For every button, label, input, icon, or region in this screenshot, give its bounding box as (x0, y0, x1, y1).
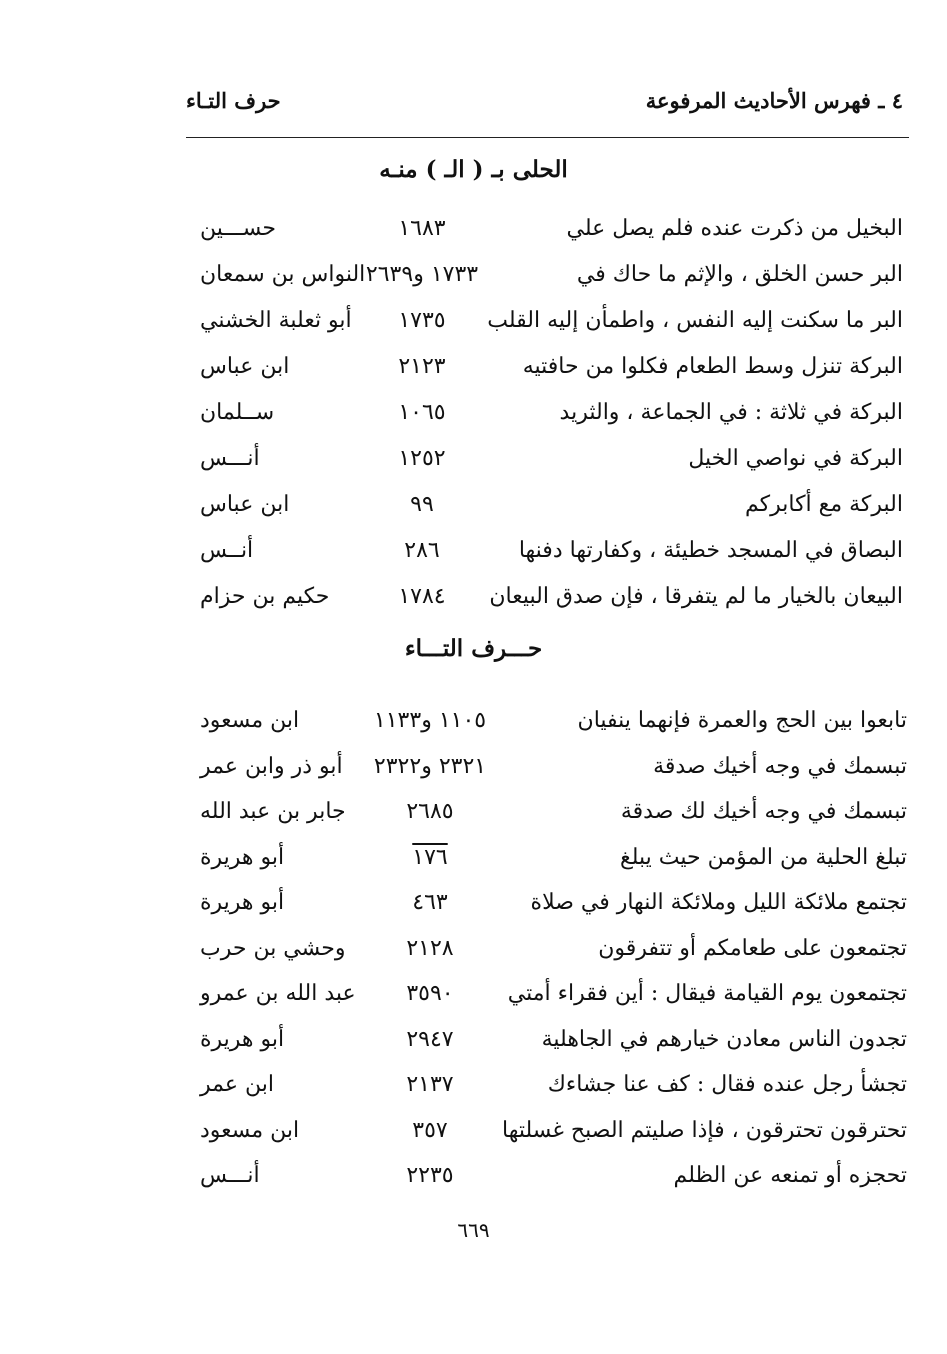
narrator-name: أبو هريرة (200, 844, 285, 870)
narrator-name: عبد الله بن عمرو (200, 981, 356, 1006)
narrator-name: أبو هريرة (200, 890, 285, 915)
hadith-number: ٤٦٣ (412, 890, 448, 915)
hadith-text: البر ما سكنت إليه النفس ، واطمأن إليه القلب (487, 308, 903, 333)
narrator-name: أنـــس (200, 446, 260, 471)
hadith-text: البر حسن الخلق ، والإثم ما حاك في (576, 262, 903, 287)
index-entry (0, 298, 947, 344)
narrator-name: حكيم بن حزام (200, 584, 330, 609)
narrator-name: ابن مسعود (200, 1117, 300, 1143)
hadith-number: ١٧٣٥ (398, 308, 446, 333)
hadith-text: البركة في ثلاثة : في الجماعة ، والثريد (559, 400, 903, 425)
hadith-number: ٢٣٢١ و٢٣٢٢ (373, 753, 487, 779)
page-number: ٦٦٩ (457, 1218, 490, 1242)
index-entry (0, 1153, 947, 1199)
hadith-text: البركة مع أكابركم (744, 492, 903, 517)
hadith-text: البصاق في المسجد خطيئة ، وكفارتها دفنها (518, 538, 903, 563)
narrator-name: ابن عمر (200, 1072, 274, 1097)
index-entry (0, 482, 947, 528)
hadith-number: ١١٠٥ و١١٣٣ (373, 708, 487, 733)
hadith-text: تجدون الناس معادن خيارهم في الجاهلية (541, 1026, 907, 1052)
narrator-name: أنــس (200, 538, 254, 563)
index-entry (0, 574, 947, 620)
index-entry (0, 344, 947, 390)
hadith-number: ١٧٣٣ و٢٦٣٩ (365, 262, 479, 287)
hadith-number: ٣٥٧ (412, 1117, 448, 1143)
hadith-number: ٢١٢٣ (398, 354, 446, 379)
header-rule (186, 137, 909, 138)
hadith-text: تجتمعون على طعامكم أو تتفرقون (598, 935, 907, 961)
narrator-name: ابن مسعود (200, 708, 300, 733)
section-heading-taa: حـــرف التـــاء (404, 635, 543, 662)
hadith-number: ٩٩ (410, 492, 434, 517)
hadith-number: ٢٦٨٥ (406, 799, 454, 824)
hadith-number: ٢٨٦ (404, 538, 440, 563)
hadith-text: تجتمع ملائكة الليل وملائكة النهار في صلاة (530, 890, 907, 915)
index-entry (0, 698, 947, 744)
running-header-section: حرف التـاء (186, 88, 281, 113)
narrator-name: ســلمان (200, 400, 275, 425)
index-entry (0, 789, 947, 835)
hadith-number: ٢١٢٨ (406, 935, 454, 961)
hadith-number: ٢٢٣٥ (406, 1163, 454, 1188)
hadith-number: ١٧٦ (412, 844, 448, 870)
index-entry (0, 1017, 947, 1063)
index-entry (0, 744, 947, 790)
index-entry (0, 835, 947, 881)
narrator-name: أبو ثعلبة الخشني (200, 308, 352, 333)
hadith-text: تبسمك في وجه أخيك صدقة (653, 753, 907, 779)
index-entry (0, 971, 947, 1017)
hadith-text: تحجزه أو تمنعه عن الظلم (673, 1163, 907, 1188)
narrator-name: النواس بن سمعان (200, 262, 366, 287)
hadith-text: تجشأ رجل عنده فقال : كف عنا جشاءك (547, 1072, 907, 1097)
hadith-text: تحترقون تحترقون ، فإذا صليتم الصبح غسلتها (502, 1117, 907, 1143)
hadith-number: ١٠٦٥ (398, 400, 446, 425)
index-list-alif (0, 206, 947, 620)
hadith-text: البخيل من ذكرت عنده فلم يصل علي (566, 216, 903, 241)
index-entry (0, 880, 947, 926)
narrator-name: حســـين (200, 216, 276, 241)
hadith-number: ١٧٨٤ (398, 584, 446, 609)
hadith-text: البركة في نواصي الخيل (688, 446, 903, 471)
index-entry (0, 390, 947, 436)
index-list-taa (0, 698, 947, 1199)
narrator-name: ابن عباس (200, 354, 290, 379)
narrator-name: أبو ذر وابن عمر (200, 753, 343, 779)
hadith-text: تابعوا بين الحج والعمرة فإنهما ينفيان (577, 708, 907, 733)
hadith-text: البيعان بالخيار ما لم يتفرقا ، فإن صدق البيعان (489, 584, 903, 609)
narrator-name: أبو هريرة (200, 1026, 285, 1052)
hadith-text: البركة تنزل وسط الطعام فكلوا من حافتيه (522, 354, 903, 379)
index-entry (0, 1108, 947, 1154)
narrator-name: أنـــس (200, 1163, 260, 1188)
hadith-number: ٣٥٩٠ (406, 981, 454, 1006)
index-entry (0, 436, 947, 482)
hadith-text: تبسمك في وجه أخيك لك صدقة (620, 799, 907, 824)
hadith-number: ٢٩٤٧ (406, 1026, 454, 1052)
hadith-text: تجتمعون يوم القيامة فيقال : أين فقراء أمتي (507, 981, 907, 1006)
narrator-name: وحشي بن حرب (200, 935, 346, 961)
narrator-name: جابر بن عبد الله (200, 799, 346, 824)
hadith-number: ١٢٥٢ (398, 446, 446, 471)
index-entry (0, 1062, 947, 1108)
index-entry (0, 252, 947, 298)
index-entry (0, 206, 947, 252)
section-heading-alif: الحلى بـ ( الـ ) منـه (379, 156, 568, 183)
running-header-title: ٤ ـ فهرس الأحاديث المرفوعة (645, 88, 903, 113)
hadith-number: ٢١٣٧ (406, 1072, 454, 1097)
index-entry (0, 528, 947, 574)
narrator-name: ابن عباس (200, 492, 290, 517)
index-entry (0, 926, 947, 972)
hadith-text: تبلغ الحلية من المؤمن حيث يبلغ (619, 844, 907, 870)
hadith-number: ١٦٨٣ (398, 216, 446, 241)
